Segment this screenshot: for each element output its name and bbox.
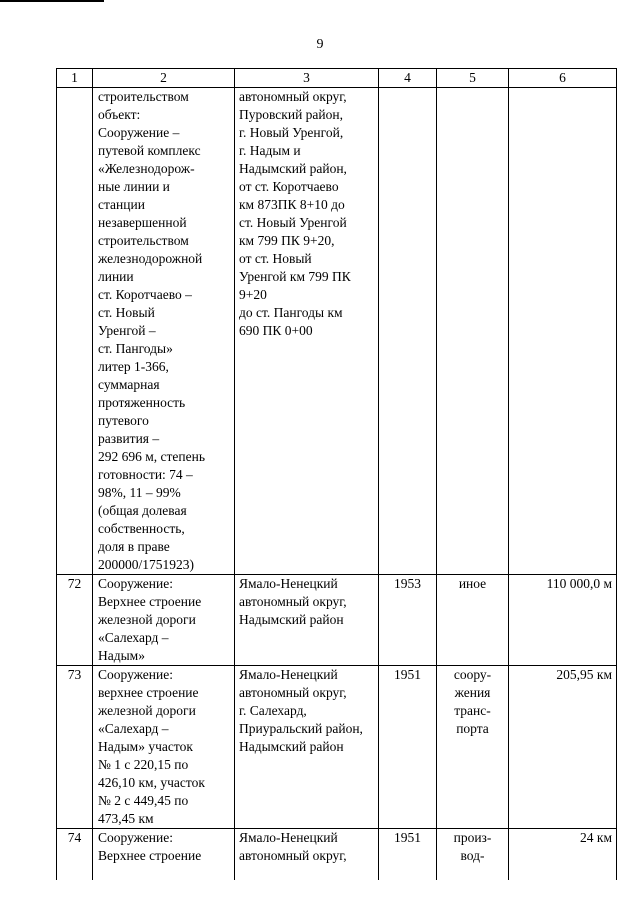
column-header: 5 [437,69,509,88]
table-row [57,88,617,575]
row-number-cell: 73 [57,666,93,829]
year-cell: 1953 [379,575,437,666]
column-header: 4 [379,69,437,88]
object-name-cell: строительством объект: Сооружение – путевой комплекс «Железнодорож- ные линии и станции незавершенной строительством железнодорожной линии ст. Коротчаево – ст. Новый Уренгой – ст. Пангоды» литер 1-366, суммарная протяженность путевого развития – 292 696 м, степень готовности: 74 – 98%, 11 – 99% (общая долевая собственность, доля в праве 200000/1751923) [93,88,235,575]
purpose-cell: иное [437,575,509,666]
size-cell: 110 000,0 м [509,575,617,666]
size-cell: 24 км [509,829,617,889]
purpose-cell: произ- вод- [437,829,509,889]
purpose-cell: соору- жения транс- порта [437,666,509,829]
object-name-cell: Сооружение: Верхнее строение железной дороги «Салехард – Надым» [93,575,235,666]
column-header: 6 [509,69,617,88]
column-header: 2 [93,69,235,88]
year-cell: 1951 [379,829,437,889]
column-header: 3 [235,69,379,88]
location-cell: Ямало-Ненецкий автономный округ, Надымский район [235,575,379,666]
page-number: 9 [316,37,324,52]
location-cell: Ямало-Ненецкий автономный округ, г. Салехард, Приуральский район, Надымский район [235,666,379,829]
table-row [57,575,617,666]
location-cell: Ямало-Ненецкий автономный округ, [235,829,379,889]
object-name-cell: Сооружение: верхнее строение железной дороги «Салехард – Надым» участок № 1 с 220,15 по 426,10 км, участок № 2 с 449,45 по 473,45 км [93,666,235,829]
size-cell: 205,95 км [509,666,617,829]
size-cell [509,88,617,575]
top-rule [0,0,104,2]
row-number-cell: 74 [57,829,93,889]
row-number-cell: 72 [57,575,93,666]
location-cell: автономный округ, Пуровский район, г. Новый Уренгой, г. Надым и Надымский район, от ст. Коротчаево км 873ПК 8+10 до ст. Новый Уренгой км 799 ПК 9+20, от ст. Новый Уренгой км 799 ПК 9+20 до ст. Пангоды км 690 ПК 0+00 [235,88,379,575]
year-cell: 1951 [379,666,437,829]
row-number-cell [57,88,93,575]
object-name-cell: Сооружение: Верхнее строение [93,829,235,889]
table-header-row [57,69,617,88]
property-registry-table [56,68,617,889]
column-header: 1 [57,69,93,88]
purpose-cell [437,88,509,575]
table-row [57,666,617,829]
page-bottom-margin [0,880,640,905]
year-cell [379,88,437,575]
